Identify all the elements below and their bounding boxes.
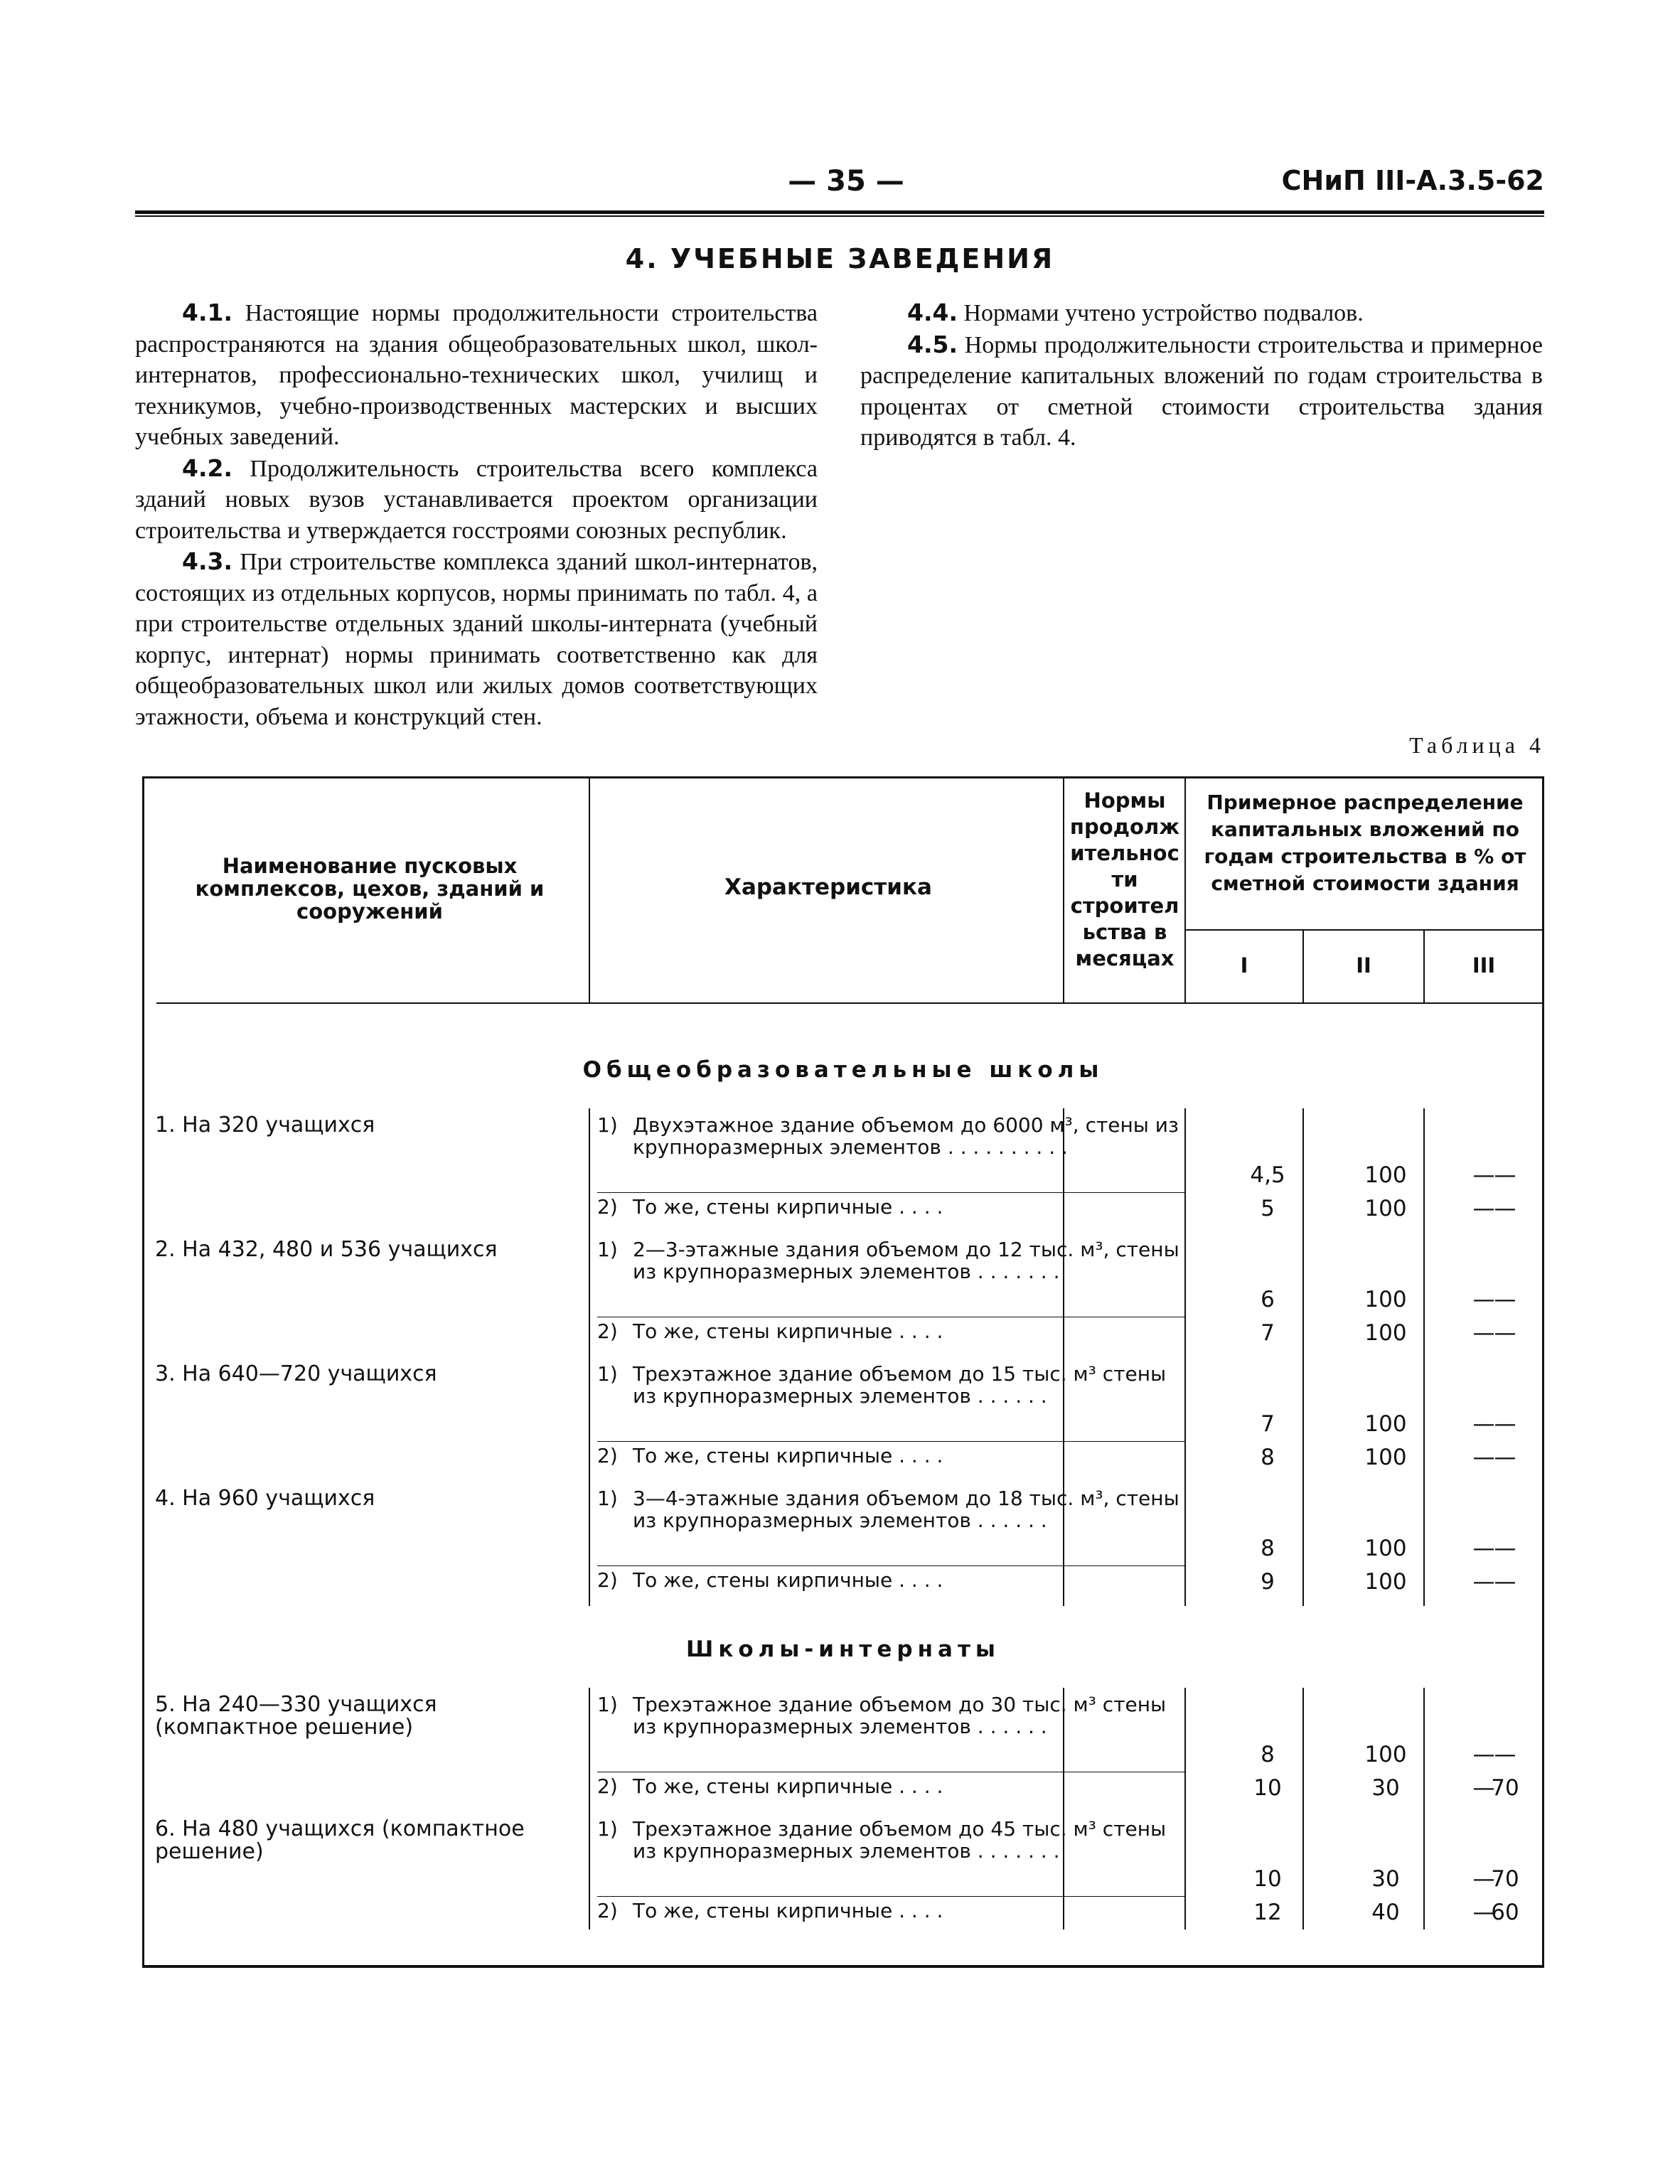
item-text: Трехэтажное здание объемом до 45 тыс. м³ стены из крупноразмерных элементов . . . . . . . [633, 1817, 1167, 1863]
cell-year-1: 100 [1364, 1196, 1407, 1221]
cell-year-2: — [1494, 1536, 1516, 1561]
cell-norm-months: 8 [1261, 1445, 1275, 1470]
row-name: 3. На 640—720 учащихся [155, 1361, 437, 1386]
table-bottom-border [142, 1965, 1544, 1968]
norms-table [142, 776, 1544, 1968]
page-header [135, 165, 1544, 208]
paragraph-4-1 [135, 297, 818, 453]
table-caption: Таблица 4 [1409, 732, 1545, 758]
cell-year-2: — [1494, 1569, 1516, 1595]
cell-year-2: — [1494, 1411, 1516, 1437]
row-characteristic [597, 1445, 1191, 1467]
header-year-3: III [1472, 953, 1496, 978]
cell-year-3: — [1472, 1569, 1495, 1595]
row-characteristic [597, 1818, 1191, 1862]
item-number: 1) [597, 1693, 618, 1716]
cell-year-2: — [1494, 1287, 1516, 1312]
cell-year-1: 100 [1364, 1536, 1407, 1561]
item-rule [597, 1192, 1184, 1193]
cell-norm-months: 7 [1261, 1411, 1275, 1437]
item-number: 2) [597, 1568, 618, 1592]
cell-year-1: 100 [1364, 1411, 1407, 1437]
cell-year-3: — [1472, 1775, 1495, 1801]
row-name: 1. На 320 учащихся [155, 1113, 375, 1138]
body-divider [1063, 1108, 1064, 1606]
item-number: 2) [597, 1774, 618, 1798]
cell-norm-months: 4,5 [1250, 1162, 1285, 1188]
cell-year-1: 100 [1364, 1569, 1407, 1595]
item-rule [597, 1441, 1184, 1442]
paragraph-text: Нормы продолжительности строительства и примерное распределение капитальных вложений по годам строительства в процентах от сметной стоимости строительства здания приводятся в табл. 4. [860, 331, 1543, 451]
cell-year-3: — [1472, 1536, 1495, 1561]
item-number: 2) [597, 1320, 618, 1343]
paragraph-text: Продолжительность строительства всего комплекса зданий новых вузов устанавливается проектом организации строительства и утверждается госстроями союзных республик. [135, 455, 818, 544]
row-characteristic [597, 1196, 1191, 1218]
cell-year-2: — [1494, 1196, 1516, 1221]
row-characteristic [597, 1114, 1191, 1158]
item-number: 1) [597, 1238, 618, 1261]
item-text: 3—4-этажные здания объемом до 18 тыс. м³, стены из крупноразмерных элементов . . . . . . [633, 1487, 1179, 1532]
cell-year-2: 70 [1491, 1866, 1519, 1892]
text-column-left [135, 297, 818, 730]
text-column-right [860, 297, 1543, 454]
section-title-boarding-schools: Школы-интернаты [686, 1637, 1000, 1662]
cell-norm-months: 10 [1253, 1775, 1282, 1801]
row-characteristic [597, 1487, 1191, 1531]
cell-year-2: 60 [1491, 1900, 1519, 1925]
cell-year-1: 100 [1364, 1445, 1407, 1470]
row-name: 4. На 960 учащихся [155, 1486, 375, 1511]
item-text: Двухэтажное здание объемом до 6000 м³, стены из крупноразмерных элементов . . . . . . . . . . [633, 1113, 1179, 1159]
cell-year-2: — [1494, 1162, 1516, 1188]
section-title-general-schools: Общеобразовательные школы [582, 1057, 1104, 1083]
section-title: 4. УЧЕБНЫЕ ЗАВЕДЕНИЯ [625, 243, 1055, 274]
row-characteristic [597, 1320, 1191, 1342]
item-number: 2) [597, 1899, 618, 1922]
row-characteristic [597, 1569, 1191, 1591]
cell-year-1: 100 [1364, 1742, 1407, 1767]
paragraph-number: 4.1. [182, 299, 232, 326]
paragraph-4-4 [860, 297, 1543, 329]
paragraph-4-5 [860, 329, 1543, 454]
document-code: СНиП III-А.3.5-62 [1281, 165, 1544, 196]
cell-year-2: — [1494, 1320, 1516, 1346]
item-rule [597, 1896, 1184, 1897]
row-characteristic [597, 1238, 1191, 1283]
header-divider [1063, 776, 1064, 1002]
paragraph-4-2 [135, 453, 818, 547]
cell-norm-months: 5 [1261, 1196, 1275, 1221]
item-text: 2—3-этажные здания объемом до 12 тыс. м³, стены из крупноразмерных элементов . . . . . . . [633, 1238, 1179, 1283]
cell-norm-months: 9 [1261, 1569, 1275, 1595]
page-number: — 35 — [788, 165, 904, 198]
body-divider [1423, 1688, 1425, 1929]
cell-year-3: — [1472, 1900, 1495, 1925]
item-text: Трехэтажное здание объемом до 30 тыс. м³ стены из крупноразмерных элементов . . . . . . [633, 1693, 1167, 1738]
header-characteristic: Характеристика [724, 874, 932, 900]
table-left-border [142, 776, 144, 1968]
cell-year-2: — [1494, 1742, 1516, 1767]
row-name: 5. На 240—330 учащихся (компактное решение) [155, 1692, 437, 1740]
body-divider [1302, 1688, 1304, 1929]
cell-year-3: — [1472, 1162, 1495, 1188]
item-number: 1) [597, 1362, 618, 1386]
header-year-2: II [1356, 953, 1371, 978]
paragraph-number: 4.5. [907, 330, 958, 358]
cell-norm-months: 6 [1261, 1287, 1275, 1312]
item-text: То же, стены кирпичные . . . . [633, 1444, 943, 1467]
body-divider [589, 1688, 590, 1929]
cell-norm-months: 12 [1253, 1900, 1282, 1925]
row-characteristic [597, 1900, 1191, 1922]
cell-year-2: — [1494, 1445, 1516, 1470]
cell-year-1: 30 [1371, 1775, 1400, 1801]
cell-year-3: — [1472, 1411, 1495, 1437]
cell-norm-months: 10 [1253, 1866, 1282, 1892]
header-name: Наименование пусковых комплексов, цехов, зданий и сооружений [195, 854, 545, 924]
cell-year-3: — [1472, 1320, 1495, 1346]
item-number: 1) [597, 1113, 618, 1137]
item-number: 2) [597, 1444, 618, 1467]
cell-year-3: — [1472, 1287, 1495, 1312]
item-text: То же, стены кирпичные . . . . [633, 1568, 943, 1592]
paragraph-number: 4.3. [182, 547, 232, 575]
cell-norm-months: 8 [1261, 1536, 1275, 1561]
paragraph-4-3 [135, 546, 818, 730]
cell-norm-months: 8 [1261, 1742, 1275, 1767]
paragraph-number: 4.4. [907, 299, 958, 326]
item-text: То же, стены кирпичные . . . . [633, 1899, 943, 1922]
item-number: 1) [597, 1487, 618, 1510]
cell-year-1: 100 [1364, 1162, 1407, 1188]
paragraph-number: 4.2. [182, 454, 232, 482]
body-divider [1184, 1108, 1186, 1606]
header-bottom-rule [156, 1002, 1544, 1004]
item-text: То же, стены кирпичные . . . . [633, 1774, 943, 1798]
header-distribution: Примерное распределение капитальных вложений по годам строительства в % от сметной стоимости здания [1204, 791, 1526, 895]
header-norm: Нормы продолжительности строительства в месяцах [1069, 788, 1180, 970]
paragraph-text: Настоящие нормы продолжительности строительства распространяются на здания общеобразовательных школ, школ-интернатов, профессионально-технических школ, училищ и техникумов, учебно-производственных мастерских и высших учебных заведений. [135, 300, 818, 450]
item-rule [597, 1565, 1184, 1566]
item-number: 1) [597, 1817, 618, 1841]
cell-year-3: — [1472, 1445, 1495, 1470]
cell-year-1: 40 [1371, 1900, 1400, 1925]
cell-year-2: 70 [1491, 1775, 1519, 1801]
item-text: Трехэтажное здание объемом до 15 тыс. м³ стены из крупноразмерных элементов . . . . . . [633, 1362, 1167, 1408]
row-name: 6. На 480 учащихся (компактное решение) [155, 1816, 525, 1864]
cell-year-3: — [1472, 1742, 1495, 1767]
cell-year-1: 30 [1371, 1866, 1400, 1892]
cell-year-3: — [1472, 1866, 1495, 1892]
cell-year-3: — [1472, 1196, 1495, 1221]
table-top-border [142, 776, 1544, 778]
body-divider [589, 1108, 590, 1606]
item-text: То же, стены кирпичные . . . . [633, 1195, 943, 1219]
paragraph-text: При строительстве комплекса зданий школ-интернатов, состоящих из отдельных корпусов, нормы принимать по табл. 4, а при строительстве отдельных зданий школы-интерната (учебный корпус, интернат) нормы принимать соответственно как для общеобразовательных школ или жилых домов соответствующих этажности, объема и конструкций стен. [135, 549, 818, 730]
cell-norm-months: 7 [1261, 1320, 1275, 1346]
row-characteristic [597, 1775, 1191, 1797]
header-divider [1184, 929, 1544, 931]
header-rule [135, 210, 1544, 217]
row-characteristic [597, 1693, 1191, 1738]
row-name: 2. На 432, 480 и 536 учащихся [155, 1237, 498, 1262]
row-characteristic [597, 1363, 1191, 1407]
cell-year-1: 100 [1364, 1320, 1407, 1346]
item-text: То же, стены кирпичные . . . . [633, 1320, 943, 1343]
header-year-1: I [1240, 953, 1248, 978]
header-divider [589, 776, 590, 1002]
cell-year-1: 100 [1364, 1287, 1407, 1312]
paragraph-text: Нормами учтено устройство подвалов. [963, 300, 1364, 326]
item-number: 2) [597, 1195, 618, 1219]
